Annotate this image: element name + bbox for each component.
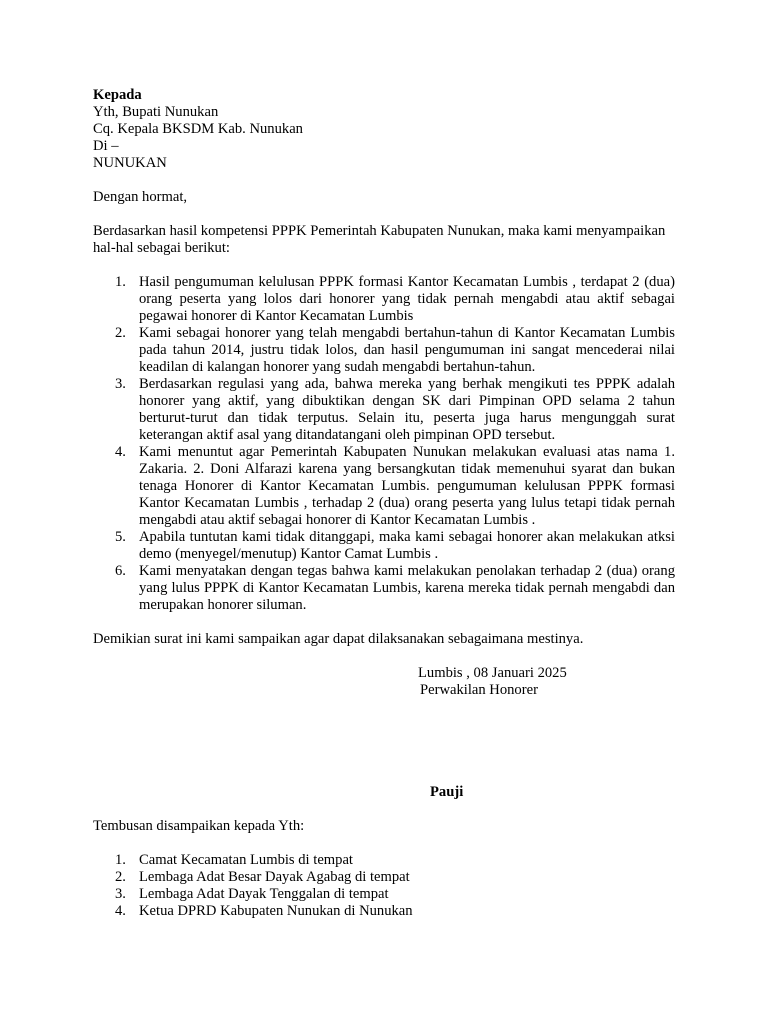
list-item-text: Lembaga Adat Dayak Tenggalan di tempat [139,886,389,902]
list-item [93,886,675,903]
list-item [93,529,675,563]
spacer [93,750,675,767]
list-item-number: 2. [115,325,126,341]
greeting: Dengan hormat, [93,189,188,205]
list-item-number: 6. [115,563,126,579]
list-item-number: 4. [115,444,126,460]
cc-list [93,852,675,920]
spacer [93,835,675,852]
list-item-text: Camat Kecamatan Lumbis di tempat [139,852,353,868]
list-item-number: 2. [115,869,126,885]
list-item-text: Hasil pengumuman kelulusan PPPK formasi Kantor Kecamatan Lumbis , terdapat 2 (dua) orang peserta yang lolos dari honorer yang tidak pernah mengabdi atau aktif sebagai pegawai honorer di Kantor Kecamatan Lumbis [139,274,675,324]
list-item-text: Ketua DPRD Kabupaten Nunukan di Nunukan [139,903,413,919]
list-item-text: Kami menyatakan dengan tegas bahwa kami melakukan penolakan terhadap 2 (dua) orang yang lulus PPPK di Kantor Kecamatan Lumbis, karena mereka tidak pernah mengabdi dan merupakan honorer siluman. [139,563,675,613]
signature-block [418,665,675,699]
list-item-number: 1. [115,852,126,868]
list-item-text: Kami sebagai honorer yang telah mengabdi bertahun-tahun di Kantor Kecamatan Lumbis pada tahun 2014, justru tidak lolos, dan hasil pengumuman ini sangat mencederai nilai keadilan di kalangan honorer yang sudah mengabdi bertahun-tahun. [139,325,675,375]
list-item-text: Kami menuntut agar Pemerintah Kabupaten Nunukan melakukan evaluasi atas nama 1. Zakaria. 2. Doni Alfarazi karena yang bersangkutan tidak memenuhui syarat dan bukan tenaga Honorer di Kantor Kecamatan Lumbis. pengumuman kelulusan PPPK formasi Kantor Kecamatan Lumbis , terhadap 2 (dua) orang peserta yang lulus tetapi tidak pernah mengabdi atau aktif sebagai honorer di Kantor Kecamatan Lumbis . [139,444,675,528]
list-item [93,444,675,529]
spacer [93,172,675,189]
spacer [93,206,675,223]
list-item-text: Apabila tuntutan kami tidak ditanggapi, maka kami sebagai honorer akan melakukan atksi demo (menyegel/menutup) Kantor Camat Lumbis . [139,529,675,562]
list-item [93,325,675,376]
spacer [93,801,675,818]
spacer [93,257,675,274]
letter-page [93,87,675,920]
list-item [93,376,675,444]
list-item [93,274,675,325]
intro-paragraph: Berdasarkan hasil kompetensi PPPK Pemerintah Kabupaten Nunukan, maka kami menyampaikan hal-hal sebagai berikut: [93,223,666,256]
recipient-heading: Kepada [93,87,142,103]
recipient-line: Di – [93,138,119,154]
list-item-number: 1. [115,274,126,290]
spacer [93,767,675,784]
recipient-line: Cq. Kepala BKSDM Kab. Nunukan [93,121,303,137]
place-date: Lumbis , 08 Januari 2025 [418,665,567,681]
signer-name: Pauji [430,784,464,800]
cc-heading: Tembusan disampaikan kepada Yth: [93,818,305,834]
spacer [93,614,675,631]
signer-role: Perwakilan Honorer [420,682,538,698]
points-list [93,274,675,614]
list-item [93,563,675,614]
recipient-line: NUNUKAN [93,155,167,171]
closing-paragraph: Demikian surat ini kami sampaikan agar dapat dilaksanakan sebagaimana mestinya. [93,631,584,647]
list-item [93,869,675,886]
spacer [93,699,675,716]
recipient-line: Yth, Bupati Nunukan [93,104,219,120]
list-item [93,852,675,869]
list-item-number: 5. [115,529,126,545]
spacer [93,733,675,750]
spacer [93,648,675,665]
list-item-text: Berdasarkan regulasi yang ada, bahwa mereka yang berhak mengikuti tes PPPK adalah honorer yang aktif, yang dibuktikan dengan SK dari Pimpinan OPD selama 2 tahun berturut-turut dan tidak terputus. Selain itu, peserta juga harus mengunggah surat keterangan aktif asal yang ditandatangani oleh pimpinan OPD tersebut. [139,376,675,443]
list-item-number: 3. [115,886,126,902]
spacer [93,716,675,733]
list-item [93,903,675,920]
list-item-number: 3. [115,376,126,392]
recipient-block [93,87,675,172]
list-item-number: 4. [115,903,126,919]
list-item-text: Lembaga Adat Besar Dayak Agabag di tempat [139,869,410,885]
